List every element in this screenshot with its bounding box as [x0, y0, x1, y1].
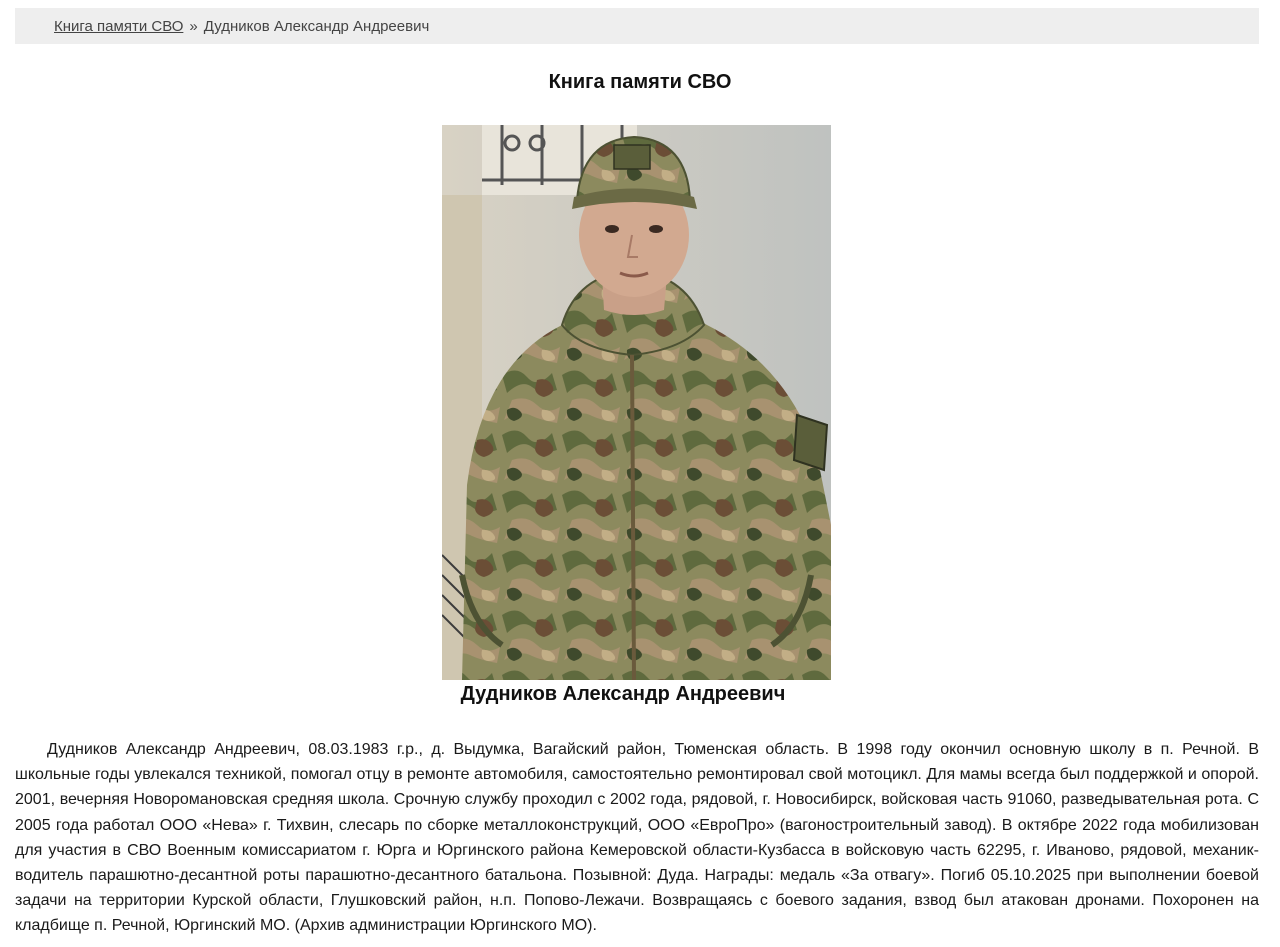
person-biography: Дудников Александр Андреевич, 08.03.1983 г.р., д. Выдумка, Вагайский район, Тюменская область. В 1998 году окончил основную школу в п. Речной. В школьные годы увлекался техникой, помогал отцу в ремонте автомобиля, самостоятельно ремонтировал свой мотоцикл. Для мамы всегда был поддержкой и опорой. 2001, вечерняя Новоромановская средняя школа. Срочную службу проходил с 2002 года, рядовой, г. Новосибирск, войсковая часть 91060, разведывательная рота. С 2005 года работал ООО «Нева» г. Тихвин, слесарь по сборке металлоконструкций, ООО «ЕвроПро» (вагоностроительный завод). В октябре 2022 года мобилизован для участия в СВО Военным комиссариатом г. Юрга и Юргинского района Кемеровской области-Кузбасса в войсковую часть 62295, г. Иваново, рядовой, механик-водитель парашютно-десантной роты парашютно-десантного батальона. Позывной: Дуда. Награды: медаль «За отвагу». Погиб 05.10.2025 при выполнении боевой задачи на территории Курской области, Глушковский район, н.п. Попово-Лежачи. Возвращаясь с боевого задания, взвод был атакован дронами. Похоронен на кладбище п. Речной, Юргинский МО. (Архив администрации Юргинского МО). [15, 741, 1259, 935]
page-title: Книга памяти СВО [548, 71, 732, 93]
breadcrumb-current: Дудников Александр Андреевич [203, 17, 430, 35]
breadcrumb [15, 8, 1259, 44]
breadcrumb-separator: » [189, 17, 198, 35]
person-photo [442, 125, 831, 680]
breadcrumb-home-link[interactable]: Книга памяти СВО [54, 17, 184, 35]
person-name: Дудников Александр Андреевич [460, 683, 786, 705]
